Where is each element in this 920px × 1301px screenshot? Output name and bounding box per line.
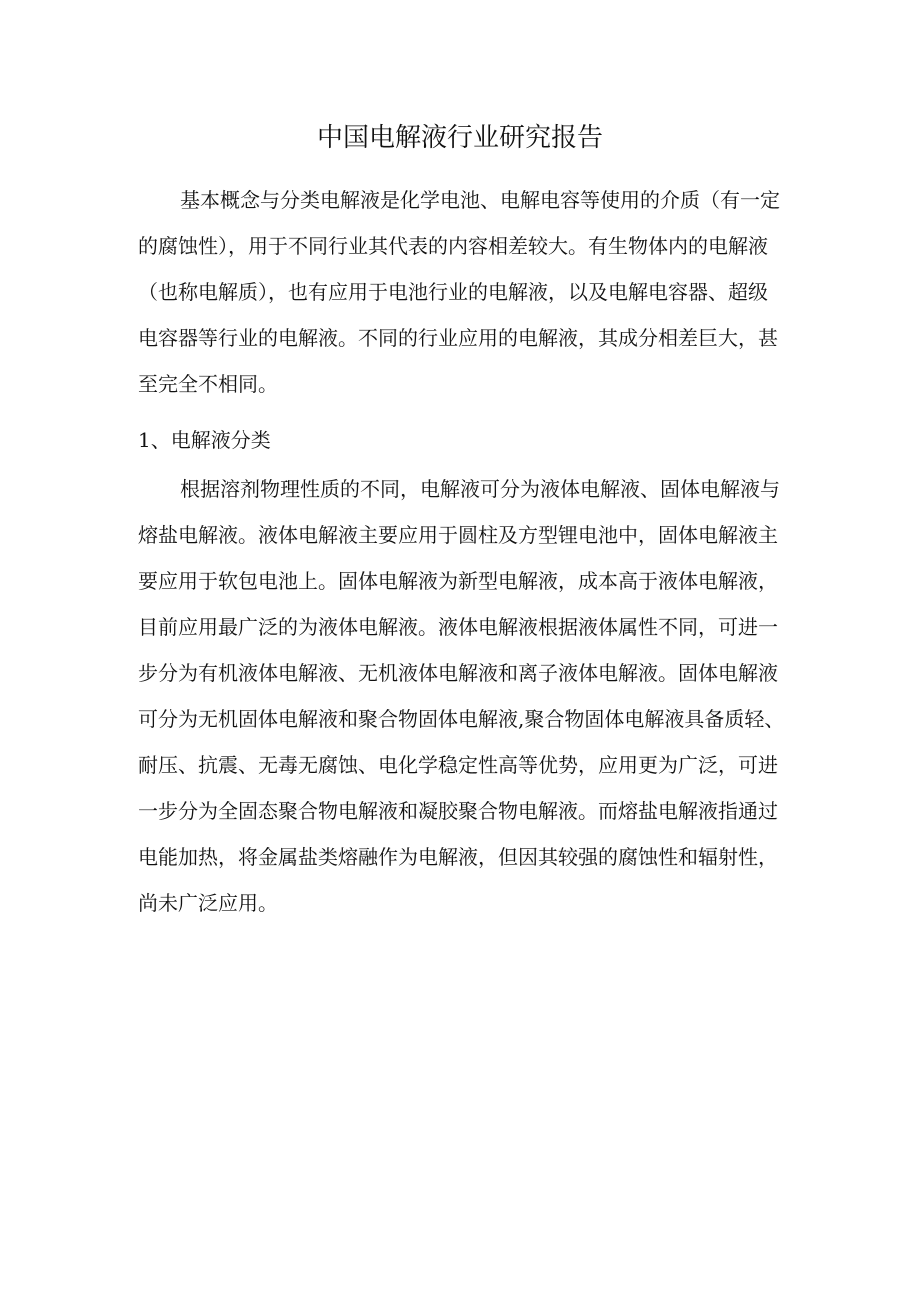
paragraph1-line-4: 电容器等行业的电解液。不同的行业应用的电解液，其成分相差巨大，甚 (138, 326, 778, 350)
document-title: 中国电解液行业研究报告 (316, 123, 603, 153)
paragraph2-line-10: 尚未广泛应用。 (138, 891, 278, 915)
paragraph1-line-2: 的腐蚀性），用于不同行业其代表的内容相差较大。有生物体内的电解液 (138, 234, 768, 258)
paragraph2-line-5: 步分为有机液体电解液、无机液体电解液和离子液体电解液。固体电解液 (138, 661, 778, 685)
paragraph2-line-1: 根据溶剂物理性质的不同，电解液可分为液体电解液、固体电解液与 (180, 477, 780, 501)
paragraph2-line-4: 目前应用最广泛的为液体电解液。液体电解液根据液体属性不同，可进一 (138, 615, 778, 639)
paragraph2-line-8: 一步分为全固态聚合物电解液和凝胶聚合物电解液。而熔盐电解液指通过 (138, 799, 778, 823)
paragraph1-line-3: （也称电解质），也有应用于电池行业的电解液，以及电解电容器、超级 (138, 280, 768, 304)
paragraph1-line-1: 基本概念与分类电解液是化学电池、电解电容等使用的介质（有一定 (180, 188, 780, 212)
paragraph2-line-9: 电能加热，将金属盐类熔融作为电解液，但因其较强的腐蚀性和辐射性， (138, 845, 778, 869)
paragraph2-line-3: 要应用于软包电池上。固体电解液为新型电解液，成本高于液体电解液， (138, 569, 778, 593)
paragraph1-line-5: 至完全不相同。 (138, 372, 278, 396)
paragraph2-line-6: 可分为无机固体电解液和聚合物固体电解液,聚合物固体电解液具备质轻、 (138, 707, 785, 731)
paragraph2-line-7: 耐压、抗震、无毒无腐蚀、电化学稳定性高等优势，应用更为广泛，可进 (138, 753, 778, 777)
section-heading: 1、电解液分类 (138, 428, 271, 452)
paragraph2-line-2: 熔盐电解液。液体电解液主要应用于圆柱及方型锂电池中，固体电解液主 (138, 523, 778, 547)
